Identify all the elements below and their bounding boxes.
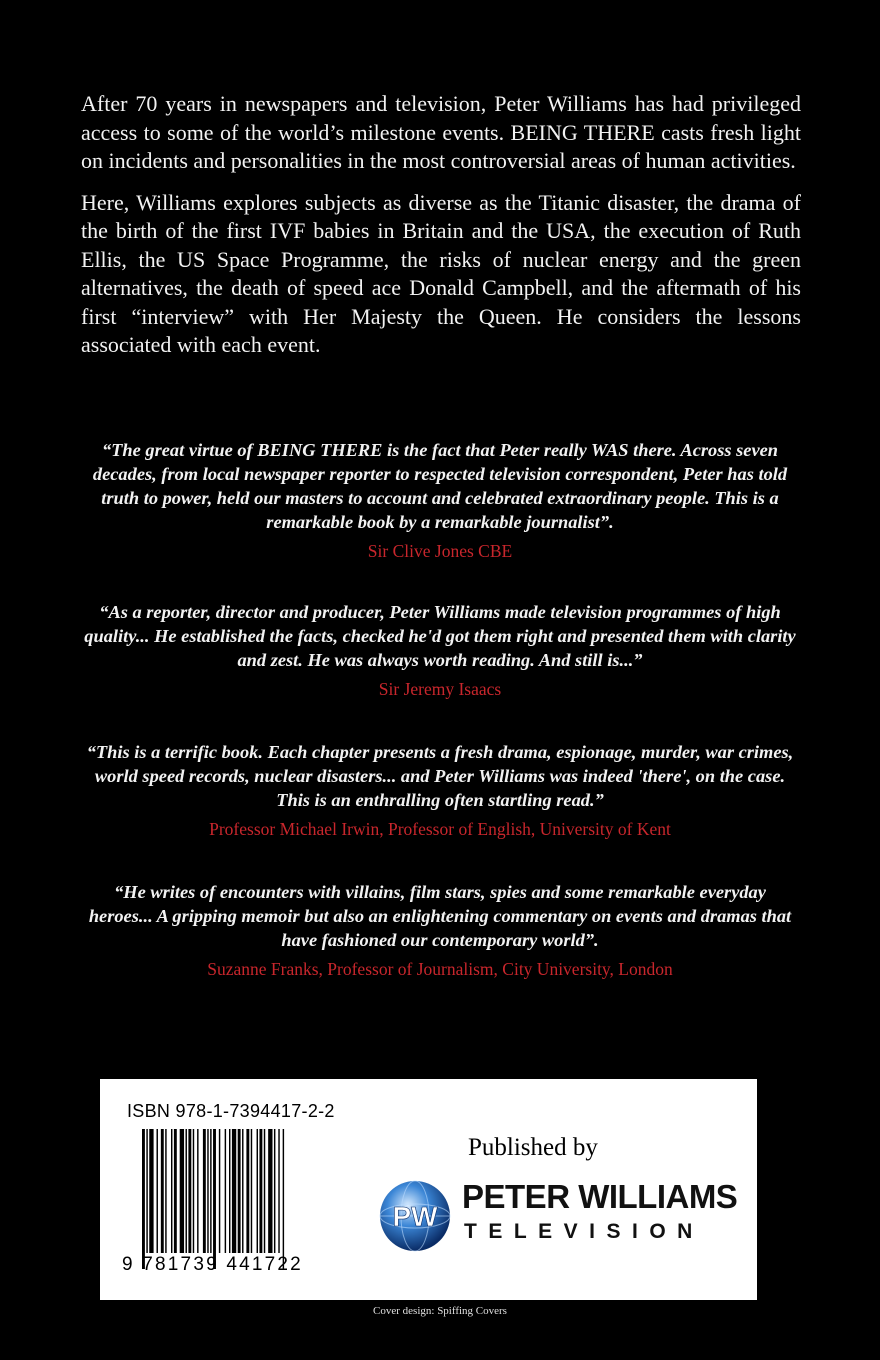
barcode-digits: 9 781739 441722 bbox=[122, 1254, 303, 1275]
barcode-bar bbox=[207, 1129, 208, 1253]
endorsement-author: Sir Jeremy Isaacs bbox=[378, 679, 502, 699]
logo-initials: PW bbox=[392, 1201, 438, 1232]
endorsements bbox=[80, 438, 800, 980]
barcode-bar bbox=[246, 1129, 249, 1253]
barcode-bar bbox=[219, 1129, 220, 1253]
barcode-bar bbox=[264, 1129, 265, 1253]
endorsement-quote: “As a reporter, director and producer, Peter Williams made television programmes of high quality... He established the facts, checked he'd got them right and presented them with clarity and zest. He was always worth reading. And still is...” bbox=[84, 602, 796, 670]
barcode-bar bbox=[268, 1129, 272, 1253]
endorsement-quote: “The great virtue of BEING THERE is the fact that Peter really WAS there. Across seven decades, from local newspaper reporter to respected television correspondent, Peter has told truth to power, held our masters to account and celebrated extraordinary people. This is a remarkable book by a remarkable journalist”. bbox=[92, 440, 788, 532]
endorsement-author: Suzanne Franks, Professor of Journalism, City University, London bbox=[207, 959, 673, 979]
barcode-bar bbox=[203, 1129, 206, 1253]
barcode-bar bbox=[274, 1129, 275, 1253]
isbn-label: ISBN 978-1-7394417-2-2 bbox=[127, 1101, 335, 1121]
endorsement bbox=[80, 740, 800, 840]
endorsement-author: Sir Clive Jones CBE bbox=[367, 541, 513, 561]
barcode-bar bbox=[188, 1129, 191, 1253]
endorsement-author: Professor Michael Irwin, Professor of English, University of Kent bbox=[209, 819, 671, 839]
barcode-bar bbox=[174, 1129, 177, 1253]
barcode-bar bbox=[278, 1129, 279, 1253]
endorsement-quote: “This is a terrific book. Each chapter presents a fresh drama, espionage, murder, war crimes, world speed records, nuclear disasters... and Peter Williams was indeed 'there', on the case. This is an enthralling often startling read.” bbox=[86, 742, 794, 810]
barcode-bar bbox=[157, 1129, 158, 1253]
barcode-bar bbox=[238, 1129, 241, 1253]
barcode-bar bbox=[210, 1129, 211, 1253]
globe-logo-icon bbox=[378, 1179, 452, 1253]
barcode-bar bbox=[283, 1129, 284, 1269]
publisher-name: PETER WILLIAMS bbox=[462, 1178, 738, 1215]
barcode-bar bbox=[180, 1129, 184, 1253]
publisher-subtitle: TELEVISION bbox=[464, 1220, 704, 1243]
barcode-bar bbox=[193, 1129, 194, 1253]
endorsement bbox=[80, 880, 800, 980]
blurb-paragraph: Here, Williams explores subjects as diverse as the Titanic disaster, the drama of the birth of the first IVF babies in Britain and the USA, the execution of Ruth Ellis, the US Space Programme, the risks of nuclear energy and the green alternatives, the death of speed ace Donald Campbell, and the aftermath of his first “interview” with Her Majesty the Queen. He considers the lessons associated with each event. bbox=[81, 189, 801, 357]
barcode-bar bbox=[186, 1129, 187, 1253]
barcode-bar bbox=[142, 1129, 145, 1269]
barcode-bar bbox=[165, 1129, 166, 1253]
blurb bbox=[81, 90, 801, 373]
barcode-bar bbox=[171, 1129, 172, 1253]
barcode-bar bbox=[259, 1129, 262, 1253]
barcode-bar bbox=[149, 1129, 153, 1253]
published-by-label: Published by bbox=[468, 1134, 598, 1161]
barcode-bar bbox=[242, 1129, 243, 1253]
barcode-bar bbox=[251, 1129, 252, 1253]
barcode-bar bbox=[232, 1129, 236, 1253]
endorsement bbox=[80, 438, 800, 562]
cover-credit: Cover design: Spiffing Covers bbox=[373, 1305, 507, 1317]
barcode-bar bbox=[161, 1129, 164, 1253]
endorsement-quote: “He writes of encounters with villains, film stars, spies and some remarkable everyday heroes... A gripping memoir but also an enlightening commentary on events and dramas that have fashioned our contemporary world”. bbox=[88, 882, 792, 950]
barcode-bar bbox=[146, 1129, 147, 1253]
barcode-publisher-panel bbox=[100, 1079, 757, 1300]
barcode-bar bbox=[257, 1129, 258, 1253]
barcode-icon bbox=[142, 1129, 330, 1269]
barcode-bar bbox=[197, 1129, 198, 1253]
barcode-bar bbox=[213, 1129, 216, 1269]
barcode-bar bbox=[229, 1129, 230, 1253]
endorsement bbox=[80, 600, 800, 700]
blurb-paragraph: After 70 years in newspapers and television, Peter Williams has had privileged access to some of the world’s milestone events. BEING THERE casts fresh light on incidents and personalities in the most controversial areas of human activities. bbox=[81, 91, 801, 173]
barcode-bar bbox=[225, 1129, 226, 1253]
